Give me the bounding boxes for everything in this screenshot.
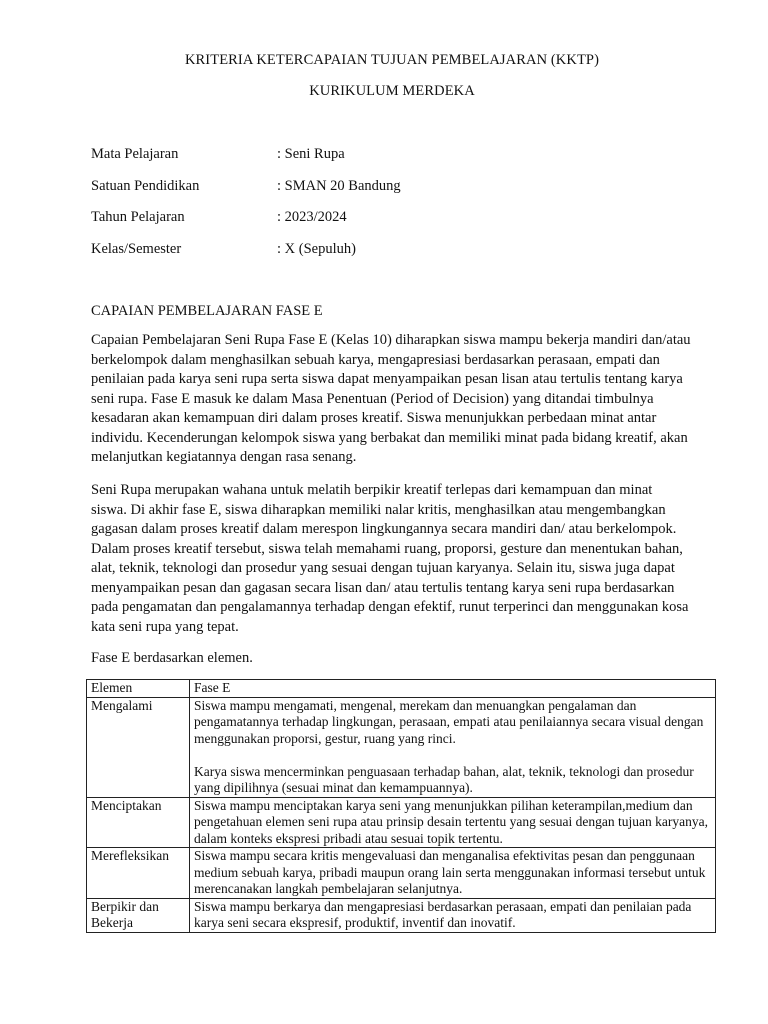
info-row-satuan-pendidikan (91, 178, 401, 210)
paragraph-fase-e-intro: Fase E berdasarkan elemen. (91, 650, 253, 666)
paragraph-capaian: Capaian Pembelajaran Seni Rupa Fase E (Kelas 10) diharapkan siswa mampu bekerja mandiri dan/atau berkelompok dalam menghasilkan sebuah karya, mengapresiasi berdasarkan perasaan, empati dan penilaian pada karya seni rupa serta siswa dapat menyampaikan pesan lisan atau tertulis tentang karya seni rupa. Fase E masuk ke dalam Masa Penentuan (Period of Decision) yang ditandai timbulnya kesadaran akan kemampuan diri dalam proses kreatif. Siswa menunjukkan perbedaan minat antar individu. Kecenderungan kelompok siswa yang berbakat dan memiliki minat pada bidang kreatif, akan melanjutkan kegiatannya dengan rasa senang. (91, 332, 691, 465)
info-label: Tahun Pelajaran (91, 209, 185, 225)
table-cell-text: Siswa mampu secara kritis mengevaluasi dan menganalisa efektivitas pesan dan penggunaan medium sebuah karya, pribadi maupun orang lain serta menggunakan informasi tersebut untuk merencanakan langkah pembelajaran selanjutnya. (194, 848, 706, 896)
info-row-mata-pelajaran (91, 146, 401, 178)
table-header-elemen: Elemen (87, 680, 190, 698)
table-cell-elemen: Menciptakan (87, 797, 190, 848)
table-row (87, 797, 716, 848)
elemen-table (86, 679, 716, 933)
info-value: : 2023/2024 (277, 209, 347, 225)
info-value: : X (Sepuluh) (277, 240, 356, 257)
table-cell-fase-e (190, 898, 716, 932)
table-header-row (87, 680, 716, 698)
info-block (91, 146, 401, 272)
info-label: Kelas/Semester (91, 240, 182, 257)
table-cell-elemen: Mengalami (87, 697, 190, 797)
info-row-tahun-pelajaran (91, 209, 401, 241)
table-cell-fase-e (190, 697, 716, 797)
table-cell-elemen: Merefleksikan (87, 848, 190, 899)
table-cell-text: Karya siswa mencerminkan penguasaan terhadap bahan, alat, teknik, teknologi dan prosedur yang dipilihnya (sesuai minat dan kemampuannya). (194, 763, 694, 795)
table-cell-elemen: Berpikir dan Bekerja (87, 898, 190, 932)
table-row (87, 898, 716, 932)
table-header-fase-e: Fase E (190, 680, 716, 698)
section-heading: CAPAIAN PEMBELAJARAN FASE E (91, 303, 323, 319)
info-value: : Seni Rupa (277, 146, 345, 162)
table-cell-fase-e (190, 848, 716, 899)
paragraph-seni-rupa: Seni Rupa merupakan wahana untuk melatih berpikir kreatif terlepas dari kemampuan dan minat siswa. Di akhir fase E, siswa diharapkan memiliki nalar kritis, menghasilkan atau mengembangkan gagasan dalam proses kreatif dalam merespon lingkungannya secara mandiri dan/ atau berkelompok. Dalam proses kreatif tersebut, siswa telah memahami ruang, proporsi, gesture dan menentukan bahan, alat, teknik, teknologi dan prosedur yang sesuai dengan tujuan karyanya. Selain itu, siswa juga dapat menyampaikan pesan dan gagasan secara lisan dan/ atau tertulis tentang karya seni rupa berdasarkan pada pengamatan dan pengalamannya terhadap dengan efektif, runut terperinci dan menggunakan kosa kata seni rupa yang tepat. (91, 482, 689, 635)
table-row (87, 697, 716, 797)
table-cell-text: Siswa mampu mengamati, mengenal, merekam dan menuangkan pengalaman dan pengamatannya terhadap lingkungan, perasaan, empati atau penilaiannya secara visual dengan menggunakan proporsi, gestur, ruang yang rinci. (194, 697, 704, 746)
info-value: : SMAN 20 Bandung (277, 177, 401, 194)
table-row (87, 848, 716, 899)
table-cell-text: Siswa mampu menciptakan karya seni yang menunjukkan pilihan keterampilan,medium dan pengetahuan elemen seni rupa atau prinsip desain tertentu yang sesuai dengan tujuan karyanya, dalam konteks ekspresi pribadi atau sesuai topik tertentu. (194, 797, 708, 846)
document-title: KRITERIA KETERCAPAIAN TUJUAN PEMBELAJARAN (KKTP) (184, 52, 600, 68)
info-label: Satuan Pendidikan (91, 177, 200, 194)
table-cell-fase-e (190, 797, 716, 848)
document-subtitle: KURIKULUM MERDEKA (309, 83, 475, 99)
info-row-kelas-semester (91, 241, 401, 273)
info-label: Mata Pelajaran (91, 146, 179, 162)
table-cell-text: Siswa mampu berkarya dan mengapresiasi berdasarkan perasaan, empati dan penilaian pada karya seni secara ekspresif, produktif, inventif dan inovatif. (194, 898, 692, 930)
